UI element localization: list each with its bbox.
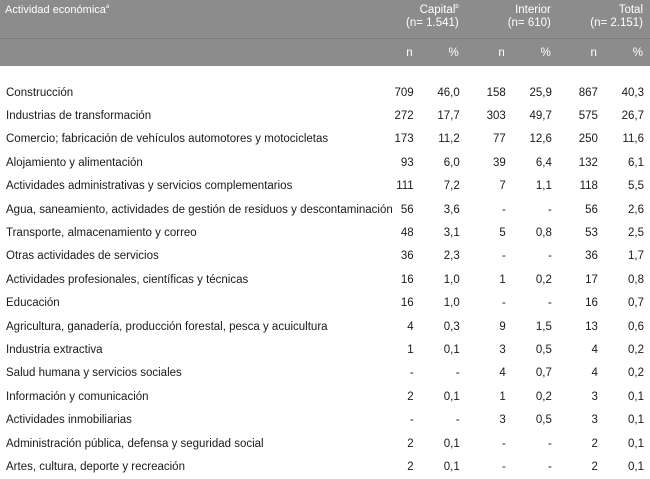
- interior-n-cell: 4: [499, 367, 506, 380]
- interior-percent-cell: -: [548, 250, 552, 263]
- table-row: [0, 338, 650, 361]
- total-n-cell: 575: [578, 110, 598, 123]
- total-n-cell: 13: [585, 320, 598, 333]
- total-percent-cell: 6,1: [628, 156, 644, 169]
- header-sub-n: n: [466, 39, 512, 67]
- interior-n-cell: -: [501, 203, 506, 216]
- header-group-interior: Interior (n= 610): [466, 0, 558, 39]
- capital-percent-cell: 0,1: [443, 437, 460, 450]
- activity-name: Actividades profesionales, científicas y técnicas: [6, 273, 249, 286]
- table-row: [0, 81, 650, 104]
- table-row: [0, 292, 650, 315]
- capital-percent-cell: -: [455, 367, 460, 380]
- interior-percent-cell: 0,2: [535, 390, 552, 403]
- table-row: [0, 104, 650, 127]
- total-percent-cell: 0,1: [628, 414, 644, 427]
- table-row: [0, 128, 650, 151]
- total-percent-cell: 40,3: [621, 86, 644, 99]
- total-n-cell: 56: [585, 203, 598, 216]
- activity-name: Actividades inmobiliarias: [6, 414, 132, 427]
- capital-n-cell: 2: [407, 460, 414, 473]
- total-n-cell: 118: [579, 180, 598, 193]
- capital-n-cell: 2: [407, 390, 414, 403]
- capital-n-cell: 2: [407, 437, 414, 450]
- interior-n-cell: 77: [493, 133, 506, 146]
- activity-name: Comercio; fabricación de vehículos automotores y motocicletas: [6, 133, 329, 146]
- capital-percent-cell: 11,2: [438, 133, 460, 146]
- table-row: [0, 268, 650, 291]
- activity-name: Educación: [6, 297, 60, 310]
- header-sub-percent: %: [420, 39, 466, 67]
- interior-n-cell: 3: [499, 343, 506, 356]
- total-n-cell: 4: [591, 367, 598, 380]
- capital-percent-cell: 3,1: [443, 227, 460, 240]
- total-percent-cell: 0,2: [628, 367, 644, 380]
- interior-n-cell: 158: [486, 86, 506, 99]
- interior-n-cell: -: [501, 460, 506, 473]
- table-row: [0, 455, 650, 478]
- interior-percent-cell: 1,1: [535, 180, 552, 193]
- total-percent-cell: 2,6: [628, 203, 644, 216]
- interior-n-cell: -: [501, 437, 506, 450]
- total-percent-cell: 0,1: [628, 437, 644, 450]
- capital-n-cell: -: [409, 367, 414, 380]
- interior-n-cell: 7: [499, 180, 506, 193]
- interior-percent-cell: -: [548, 460, 552, 473]
- table-row: [0, 408, 650, 431]
- total-percent-cell: 26,7: [621, 110, 644, 123]
- capital-percent-cell: 1,0: [443, 273, 460, 286]
- activity-name: Alojamiento y alimentación: [6, 156, 143, 169]
- header-sub-percent: %: [512, 39, 558, 67]
- capital-n-cell: 1: [407, 343, 414, 356]
- capital-percent-cell: 1,0: [443, 297, 460, 310]
- interior-n-cell: 1: [499, 273, 506, 286]
- capital-percent-cell: -: [455, 414, 460, 427]
- total-n-cell: 867: [578, 86, 598, 99]
- interior-n-cell: -: [501, 250, 506, 263]
- header-group-total: Total (n= 2.151): [558, 0, 650, 39]
- interior-percent-cell: -: [548, 203, 552, 216]
- total-n-cell: 250: [578, 133, 598, 146]
- activity-name: Información y comunicación: [6, 390, 149, 403]
- activity-name: Agua, saneamiento, actividades de gestión de residuos y descontaminación: [6, 203, 393, 216]
- table-header: [0, 0, 650, 66]
- interior-percent-cell: 0,5: [535, 414, 552, 427]
- table-row: [0, 198, 650, 221]
- table-row: [0, 315, 650, 338]
- capital-n-cell: 4: [407, 320, 414, 333]
- capital-percent-cell: 0,1: [443, 460, 460, 473]
- activity-name: Salud humana y servicios sociales: [6, 367, 182, 380]
- total-percent-cell: 0,2: [628, 343, 644, 356]
- activity-name: Artes, cultura, deporte y recreación: [6, 460, 185, 473]
- capital-percent-cell: 6,0: [443, 156, 460, 169]
- capital-n-cell: 56: [400, 203, 414, 216]
- header-subcolumns-spacer: [0, 39, 374, 67]
- table-body: [0, 66, 650, 479]
- header-group-capital: Capital$^b$ (n= 1.541): [374, 0, 466, 39]
- total-n-cell: 132: [578, 156, 598, 169]
- interior-percent-cell: 25,9: [529, 86, 552, 99]
- activity-name: Industria extractiva: [6, 343, 103, 356]
- header-sub-n: n: [374, 39, 420, 67]
- capital-n-cell: 93: [400, 156, 414, 169]
- total-percent-cell: 0,8: [628, 273, 644, 286]
- total-percent-cell: 1,7: [628, 250, 644, 263]
- capital-n-cell: 36: [400, 250, 414, 263]
- capital-percent-cell: 46,0: [437, 86, 460, 99]
- interior-n-cell: -: [501, 297, 506, 310]
- capital-n-cell: 16: [400, 273, 414, 286]
- total-n-cell: 3: [591, 390, 598, 403]
- interior-n-cell: 1: [499, 390, 506, 403]
- capital-n-cell: 48: [400, 227, 414, 240]
- interior-percent-cell: -: [548, 437, 552, 450]
- total-n-cell: 2: [591, 437, 598, 450]
- total-percent-cell: 2,5: [628, 227, 644, 240]
- table-row: [0, 175, 650, 198]
- total-n-cell: 4: [591, 343, 598, 356]
- total-n-cell: 36: [585, 250, 598, 263]
- activity-name: Agricultura, ganadería, producción forestal, pesca y acuicultura: [6, 320, 328, 333]
- header-activity: Actividad económica$^a$: [0, 0, 374, 39]
- capital-n-cell: 111: [396, 180, 414, 193]
- interior-n-cell: 9: [499, 320, 506, 333]
- capital-percent-cell: 0,1: [443, 390, 460, 403]
- interior-percent-cell: 0,2: [535, 273, 552, 286]
- total-n-cell: 16: [585, 297, 598, 310]
- total-n-cell: 2: [591, 460, 598, 473]
- capital-n-cell: 16: [400, 297, 414, 310]
- table-row: [0, 432, 650, 455]
- capital-n-cell: -: [409, 414, 414, 427]
- interior-percent-cell: 6,4: [535, 156, 552, 169]
- activity-name: Construcción: [6, 86, 74, 99]
- capital-n-cell: 709: [394, 86, 414, 99]
- activity-name: Administración pública, defensa y seguridad social: [6, 437, 264, 450]
- activity-name: Industrias de transformación: [6, 110, 152, 123]
- interior-percent-cell: 49,7: [529, 110, 552, 123]
- capital-percent-cell: 17,7: [437, 110, 460, 123]
- total-percent-cell: 0,1: [628, 460, 644, 473]
- activity-name: Otras actividades de servicios: [6, 250, 159, 263]
- interior-percent-cell: 1,5: [535, 320, 552, 333]
- interior-percent-cell: 0,5: [535, 343, 552, 356]
- capital-percent-cell: 2,3: [443, 250, 460, 263]
- capital-n-cell: 173: [394, 133, 414, 146]
- capital-percent-cell: 7,2: [443, 180, 460, 193]
- total-percent-cell: 0,7: [628, 297, 644, 310]
- interior-n-cell: 5: [499, 227, 506, 240]
- capital-percent-cell: 0,3: [443, 320, 460, 333]
- header-sub-n: n: [558, 39, 604, 67]
- interior-n-cell: 303: [486, 110, 506, 123]
- total-percent-cell: 11,6: [622, 133, 644, 146]
- interior-n-cell: 3: [499, 414, 506, 427]
- interior-n-cell: 39: [493, 156, 506, 169]
- total-percent-cell: 0,6: [628, 320, 644, 333]
- interior-percent-cell: -: [548, 297, 552, 310]
- total-n-cell: 17: [585, 273, 598, 286]
- header-sub-percent: %: [604, 39, 650, 67]
- capital-n-cell: 272: [394, 110, 414, 123]
- table-row: [0, 385, 650, 408]
- total-n-cell: 3: [591, 414, 598, 427]
- activity-name: Transporte, almacenamiento y correo: [6, 227, 197, 240]
- interior-percent-cell: 0,7: [535, 367, 552, 380]
- total-percent-cell: 5,5: [628, 180, 644, 193]
- table-row: [0, 362, 650, 385]
- interior-percent-cell: 12,6: [529, 133, 552, 146]
- interior-percent-cell: 0,8: [535, 227, 552, 240]
- capital-percent-cell: 0,1: [443, 343, 460, 356]
- total-percent-cell: 0,1: [628, 390, 644, 403]
- table-row: [0, 245, 650, 268]
- table-row: [0, 221, 650, 244]
- table-row: [0, 151, 650, 174]
- total-n-cell: 53: [585, 227, 598, 240]
- activity-name: Actividades administrativas y servicios complementarios: [6, 180, 293, 193]
- capital-percent-cell: 3,6: [443, 203, 460, 216]
